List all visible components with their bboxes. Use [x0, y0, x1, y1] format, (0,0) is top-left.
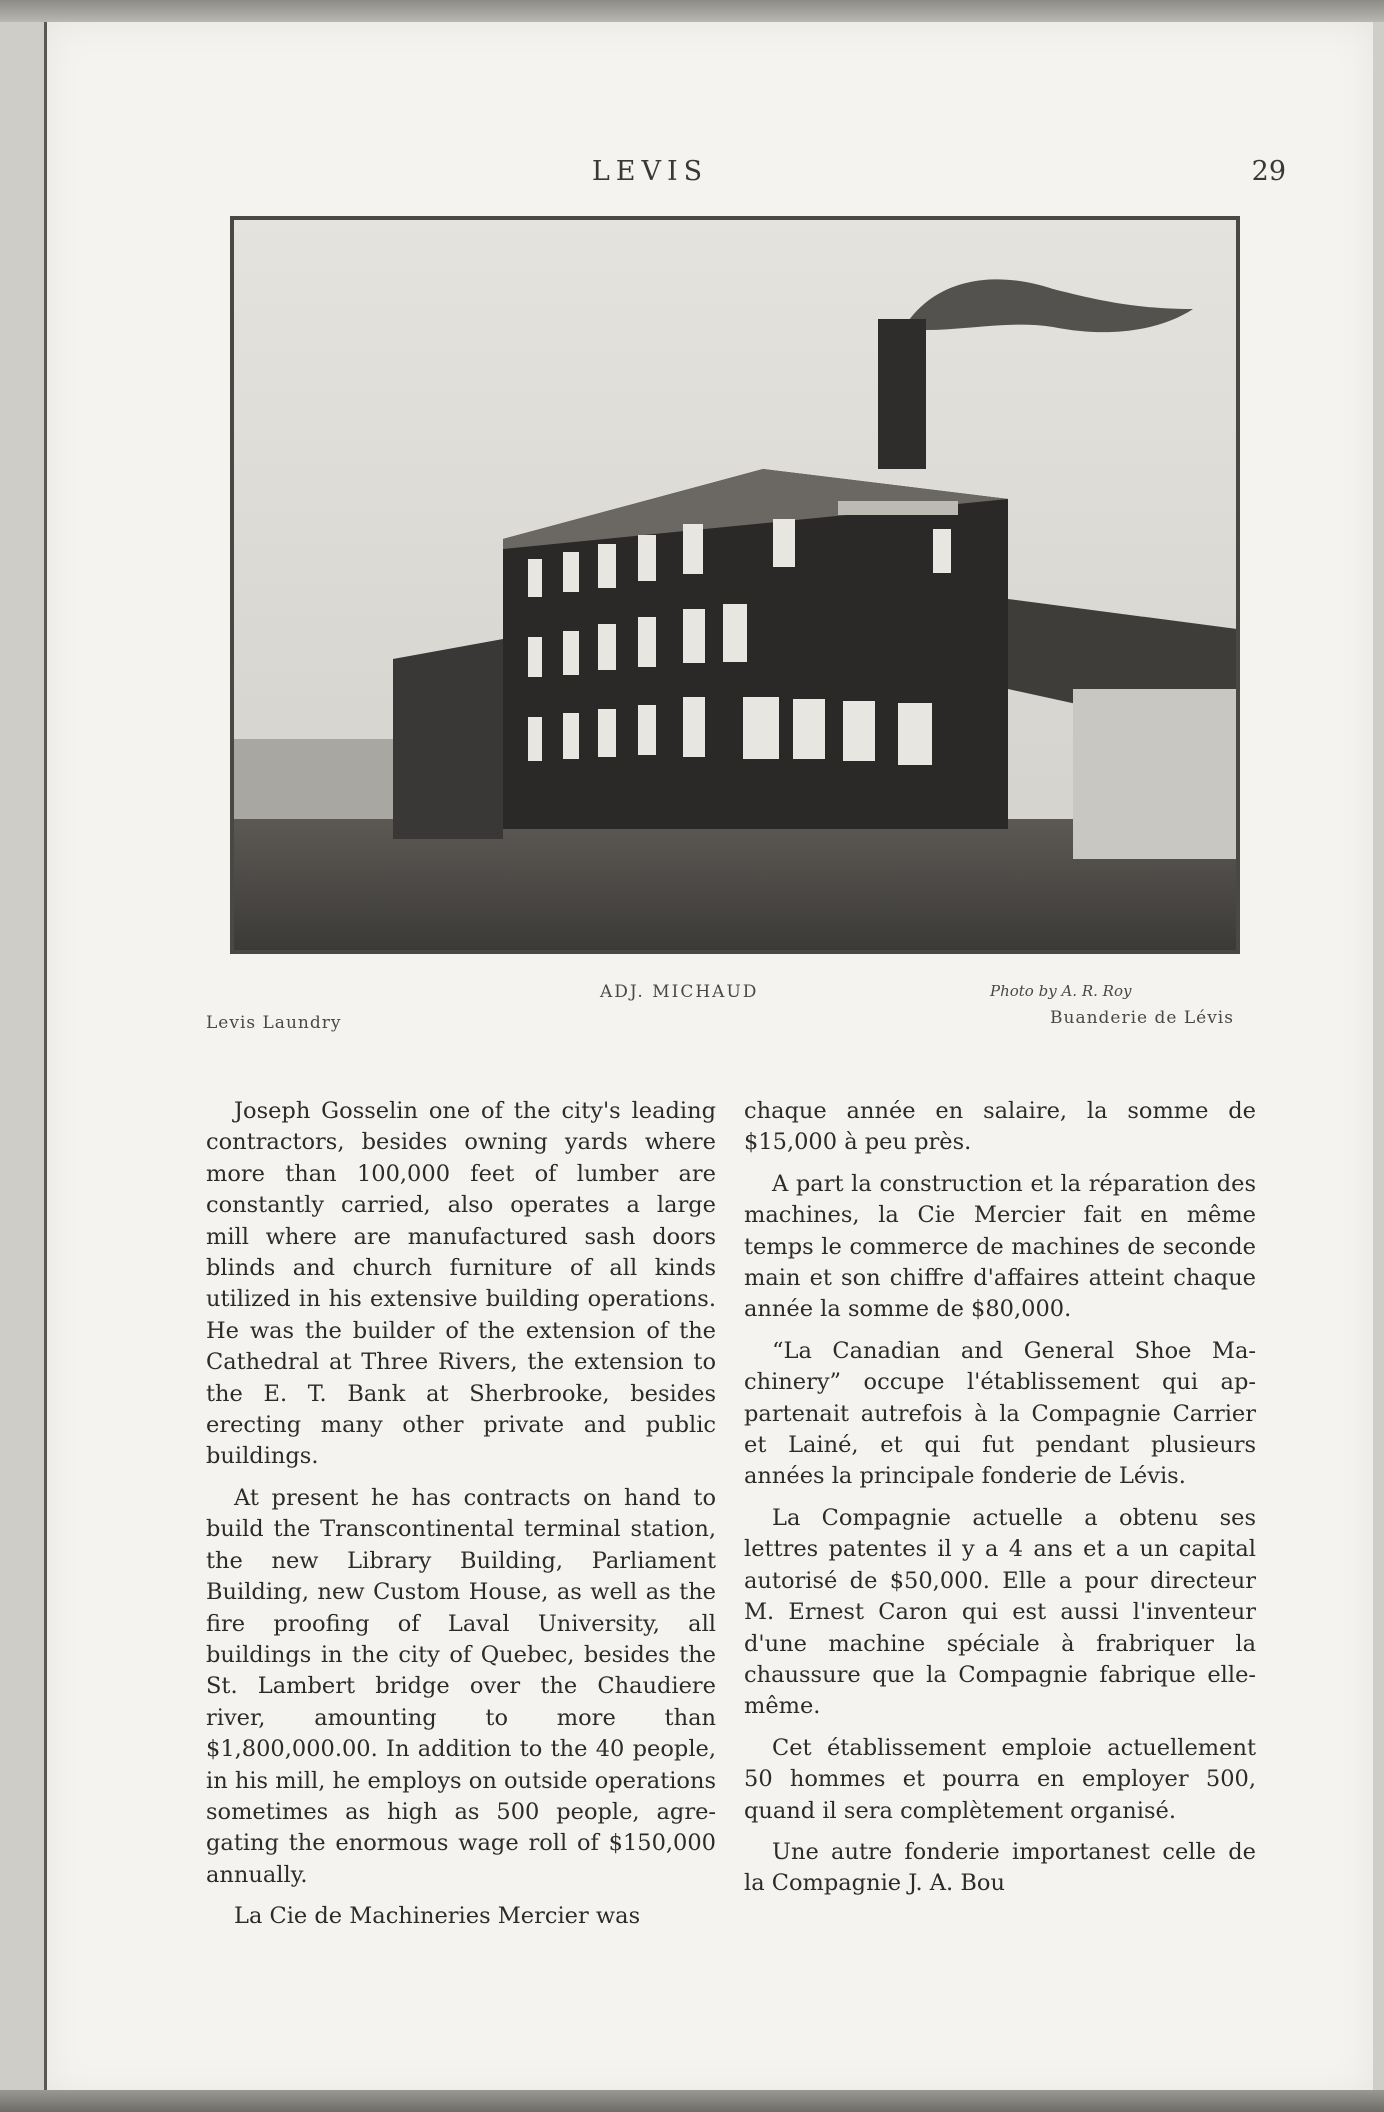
- laundry-photograph: [230, 216, 1240, 954]
- caption-photo-credit: Photo by A. R. Roy: [990, 982, 1132, 1000]
- page-number: 29: [1251, 156, 1286, 187]
- caption-english: Levis Laundry: [206, 1013, 342, 1033]
- paragraph: “La Canadian and General Shoe Machinery” occupe l'établissement qui appartenait autrefois à la Compagnie Carrier et Lainé, et qui fut pendant plusieurs années la principale fonderie de Lévis.: [744, 1337, 1256, 1490]
- side-building: [393, 639, 503, 839]
- caption-photographer: ADJ. MICHAUD: [600, 982, 759, 1002]
- building-illustration: [233, 219, 1237, 951]
- paragraph: Cet établissement emploie actuellement 50 hommes et pourra en employer 500, quand il sera complètement organisé.: [744, 1734, 1256, 1824]
- paragraph: La Cie de Machineries Mercier was: [234, 1903, 641, 1930]
- paragraph: At present he has contracts on hand to build the Transcontinental terminal station, the new Library Building, Parliament Building, new Custom House, as well as the fire proofing of Laval University, all buildings in the city of Quebec, besides the St. Lambert bridge over the Chaudiere river, amounting to more than $1,800,000.00. In addition to the 40 people, in his mill, he employs on outside operations sometimes as high as 500 people, agregating the enormous wage roll of $150,000 annually.: [206, 1484, 716, 1888]
- paragraph: Joseph Gosselin one of the city's leading contractors, besides owning yards where more than 100,000 feet of lumber are constantly carried, also operates a large mill where are manufactured sash doors blinds and church furniture of all kinds utilized in his extensive building operations. He was the builder of the extension of the Cathedral at Three Rivers, the extension to the E. T. Bank at Sherbrooke, besides erecting many other private and public buildings.: [206, 1098, 716, 1470]
- caption-french: Buanderie de Lévis: [1050, 1008, 1234, 1028]
- left-column: [206, 1096, 716, 1943]
- sign-board: [838, 501, 958, 515]
- scan-bottom-edge: [0, 2090, 1384, 2112]
- fence: [1073, 689, 1237, 859]
- chimney: [878, 319, 926, 469]
- paragraph: Une autre fonderie importanest celle de la Compagnie J. A. Bou: [744, 1838, 1256, 1897]
- paragraph: chaque année en salaire, la somme de $15,000 à peu près.: [744, 1098, 1256, 1156]
- running-header-title: LEVIS: [591, 156, 709, 187]
- scan-top-edge: [0, 0, 1384, 22]
- right-column: [744, 1096, 1256, 1910]
- paragraph: A part la construction et la réparation des machines, la Cie Mercier fait en même temps le commerce de machines de seconde main et son chiffre d'affaires atteint chaque année la somme de $80,000.: [744, 1170, 1256, 1323]
- paragraph: La Compagnie actuelle a obtenu ses lettres patentes il y a 4 ans et a un capital autorisé de $50,000. Elle a pour directeur M. Ernest Caron qui est aussi l'inventeur d'une machine spéciale à frabriquer la chaussure que la Compagnie fabrique elle-même.: [744, 1504, 1256, 1720]
